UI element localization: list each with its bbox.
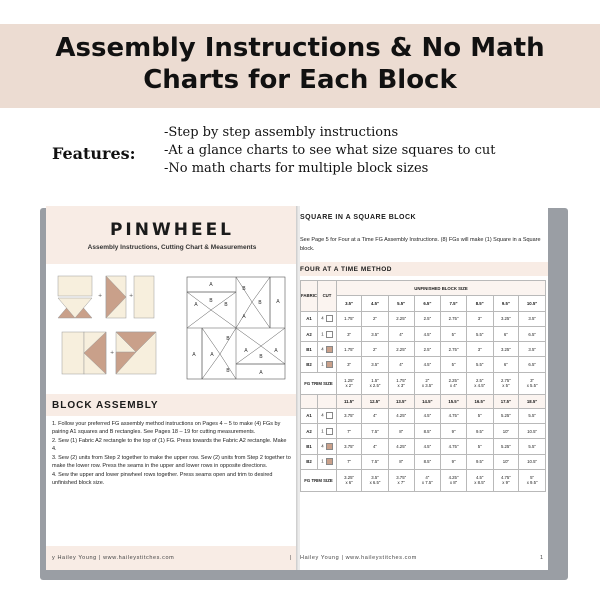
- table-cell: 5": [466, 408, 493, 423]
- table-cell: 3.75": [337, 408, 362, 423]
- table-cell: [318, 357, 337, 372]
- table-cell: 3.5": [362, 357, 389, 372]
- feature-item: -At a glance charts to see what size squares to cut: [164, 143, 496, 158]
- table-row: [301, 357, 546, 372]
- table-cell: 3.25": [493, 342, 519, 357]
- left-page-footer: y Hailey Young | www.haileystitches.com: [52, 555, 175, 561]
- table-cell: 10": [493, 424, 519, 439]
- block-assembly-diagram: [56, 274, 168, 382]
- table-cell: 9": [441, 424, 467, 439]
- table-cell: [318, 311, 337, 326]
- grid-label: A: [276, 299, 280, 305]
- table-cell: 4.5": [414, 439, 441, 454]
- table-cell: 7": [337, 424, 362, 439]
- table-cell: 4.5": [414, 326, 441, 341]
- table-row: [301, 372, 546, 394]
- block-assembly-header: [46, 394, 298, 416]
- table-cell: [441, 372, 467, 394]
- fabric-swatch: [326, 443, 333, 450]
- table-cell: 8.5": [466, 296, 493, 311]
- table-cell: [362, 372, 389, 394]
- grid-label: B: [242, 286, 246, 292]
- table-cell: 5": [466, 439, 493, 454]
- table-cell: 4.25": [388, 439, 414, 454]
- table-cell: 10.5": [519, 296, 546, 311]
- grid-label: B: [226, 336, 230, 342]
- table-cell: 8": [388, 454, 414, 469]
- table-cell: 10.5": [519, 424, 546, 439]
- table-row: [301, 439, 546, 454]
- feature-item: -Step by step assembly instructions: [164, 125, 399, 140]
- cutting-chart-table: [300, 280, 546, 492]
- table-cell: 2.25": [388, 342, 414, 357]
- table-cell: 5": [441, 326, 467, 341]
- trim-width: 1.75": [396, 378, 407, 384]
- table-row: [301, 394, 546, 408]
- right-page: [300, 206, 548, 570]
- table-cell: 3.5": [519, 342, 546, 357]
- assembly-step: 1. Follow your preferred FG assembly method instructions on Pages 4 – 5 to make (4) FGs by pairing A1 squares and B rectangles. See Pages 18 – 19 for cutting measurements.: [52, 421, 281, 435]
- table-row: [301, 342, 546, 357]
- table-cell: [441, 469, 467, 491]
- trim-height: x 6": [345, 480, 353, 486]
- table-cell: [493, 372, 519, 394]
- table-row: [301, 424, 546, 439]
- table-cell: 3.25": [493, 311, 519, 326]
- table-cell: 6.5": [414, 296, 441, 311]
- assembly-step: 3. Sew (2) units from Step 2 together to make the upper row. Sew (2) units from Step 2 together to make the lower row. Press the seams in the upper and lower rows in opposite directions.: [52, 455, 291, 469]
- grid-label: A: [242, 314, 246, 320]
- table-cell: A2: [301, 424, 318, 439]
- table-cell: 6.5": [519, 326, 546, 341]
- table-cell: 2.25": [388, 311, 414, 326]
- trim-height: x 3.5": [421, 383, 433, 389]
- feature-item: -No math charts for multiple block sizes: [164, 161, 429, 176]
- table-cell: 7.5": [362, 424, 389, 439]
- assembly-step: 4. Sew the upper and lower pinwheel rows together. Press seams open and trim to desired unfinished block size.: [52, 472, 273, 486]
- table-cell: 7.5": [362, 454, 389, 469]
- table-cell: 9.5": [466, 454, 493, 469]
- block-subtitle: Assembly Instructions, Cutting Chart & Measurements: [87, 244, 257, 251]
- table-cell: 4": [362, 408, 389, 423]
- grid-label: A: [209, 282, 213, 288]
- table-cell: 5.5": [519, 439, 546, 454]
- table-cell: 3": [337, 357, 362, 372]
- table-row: [301, 454, 546, 469]
- cut-count: 4: [321, 413, 324, 419]
- trim-width: 2.75": [500, 378, 511, 384]
- cut-count: 1: [321, 331, 324, 337]
- table-cell: [318, 424, 337, 439]
- trim-width: 4": [425, 475, 430, 481]
- table-cell: 3.75": [337, 439, 362, 454]
- table-cell: 2.75": [441, 342, 467, 357]
- grid-label: A: [259, 370, 263, 376]
- table-cell: [414, 372, 441, 394]
- table-cell: [466, 372, 493, 394]
- trim-height: x 2": [345, 383, 353, 389]
- pinwheel-block-grid: [186, 276, 286, 380]
- banner-title-line-1: Assembly Instructions & No Math: [55, 33, 545, 63]
- table-cell: B1: [301, 342, 318, 357]
- block-title: PINWHEEL: [109, 220, 235, 240]
- table-cell: FABRIC: [301, 281, 318, 312]
- table-cell: [362, 469, 389, 491]
- trim-width: 4.25": [448, 475, 459, 481]
- grid-label: B: [209, 298, 213, 304]
- fabric-swatch: [326, 346, 333, 353]
- table-cell: 18.5": [519, 394, 546, 408]
- table-cell: B2: [301, 357, 318, 372]
- cut-count: 4: [321, 443, 324, 449]
- table-cell: 2.5": [414, 342, 441, 357]
- trim-width: 1.5": [371, 378, 379, 384]
- cut-count: 1: [321, 361, 324, 367]
- trim-height: x 6.5": [369, 480, 381, 486]
- table-cell: 12.5": [362, 394, 389, 408]
- table-cell: [466, 469, 493, 491]
- fabric-swatch: [326, 315, 333, 322]
- table-cell: 16.5": [466, 394, 493, 408]
- fabric-swatch: [326, 331, 333, 338]
- table-cell: 10": [493, 454, 519, 469]
- table-row: [301, 311, 546, 326]
- table-cell: 7": [337, 454, 362, 469]
- banner-title-line-2: Charts for Each Block: [143, 65, 457, 95]
- trim-width: 2.5": [475, 378, 484, 384]
- grid-label: B: [226, 368, 230, 374]
- trim-height: x 3": [397, 383, 405, 389]
- right-page-footer: Hailey Young | www.haileystitches.com: [300, 555, 417, 561]
- cut-count: 1: [321, 458, 324, 464]
- trim-width: 3": [530, 378, 535, 384]
- table-cell: CUT: [318, 281, 337, 312]
- grid-label: B: [258, 300, 262, 306]
- table-cell: 4": [388, 326, 414, 341]
- table-cell: 6.5": [519, 357, 546, 372]
- table-cell: [388, 372, 414, 394]
- table-cell: 3": [466, 311, 493, 326]
- page-number: 1: [540, 555, 544, 561]
- svg-text:+: +: [98, 293, 103, 299]
- table-cell: 7.5": [441, 296, 467, 311]
- table-cell: UNFINISHED BLOCK SIZE: [337, 281, 546, 296]
- table-cell: 1.75": [337, 342, 362, 357]
- trim-width: 3.25": [344, 475, 355, 481]
- table-row: [301, 296, 546, 311]
- table-cell: 5.25": [493, 408, 519, 423]
- trim-height: x 5.5": [526, 383, 538, 389]
- table-cell: 5": [441, 357, 467, 372]
- table-cell: A1: [301, 311, 318, 326]
- table-cell: 17.5": [493, 394, 519, 408]
- assembly-steps: [52, 420, 292, 488]
- fabric-swatch: [326, 361, 333, 368]
- left-page: [46, 206, 298, 570]
- table-row: [301, 326, 546, 341]
- table-cell: 3": [466, 342, 493, 357]
- table-cell: 14.5": [414, 394, 441, 408]
- table-cell: 5.5": [519, 408, 546, 423]
- table-cell: 4": [362, 439, 389, 454]
- table-cell: 4.25": [388, 408, 414, 423]
- table-cell: [337, 469, 362, 491]
- table-cell: B1: [301, 439, 318, 454]
- fabric-swatch: [326, 458, 333, 465]
- table-cell: 8": [388, 424, 414, 439]
- features-list: [164, 124, 496, 178]
- trim-width: 3.5": [371, 475, 379, 481]
- table-cell: 4.5": [362, 296, 389, 311]
- table-cell: FG TRIM SIZE: [301, 469, 337, 491]
- table-cell: 5.5": [388, 296, 414, 311]
- table-cell: 9": [441, 454, 467, 469]
- fabric-swatch: [326, 412, 333, 419]
- table-cell: 9.5": [466, 424, 493, 439]
- table-cell: [318, 408, 337, 423]
- table-cell: 3.5": [362, 326, 389, 341]
- table-cell: [493, 469, 519, 491]
- left-page-header: [46, 206, 298, 264]
- right-page-intro: See Page 5 for Four at a Time FG Assembly Instructions. (8) FGs will make (1) Square in a Square block.: [300, 237, 541, 252]
- trim-height: x 5": [502, 383, 510, 389]
- trim-width: 2.25": [448, 378, 459, 384]
- table-cell: [519, 372, 546, 394]
- table-cell: [388, 469, 414, 491]
- trim-width: 5": [530, 475, 535, 481]
- table-cell: 5.25": [493, 439, 519, 454]
- table-cell: [337, 372, 362, 394]
- table-cell: A1: [301, 408, 318, 423]
- trim-width: 2": [425, 378, 430, 384]
- cut-count: 4: [321, 346, 324, 352]
- fabric-swatch: [326, 428, 333, 435]
- table-cell: 6": [493, 326, 519, 341]
- block-assembly-title: BLOCK ASSEMBLY: [52, 400, 159, 411]
- table-cell: B2: [301, 454, 318, 469]
- table-cell: FG TRIM SIZE: [301, 372, 337, 394]
- table-cell: 3.5": [519, 311, 546, 326]
- trim-height: x 4": [449, 383, 458, 389]
- table-cell: 4.5": [414, 357, 441, 372]
- trim-height: x 7.5": [421, 480, 433, 486]
- table-cell: 8.5": [414, 454, 441, 469]
- title-banner: [0, 24, 600, 108]
- assembly-step: 2. Sew (1) Fabric A2 rectangle to the top of (1) FG. Press towards the Fabric A2 rectangle. Make 4.: [52, 438, 287, 452]
- table-cell: [318, 342, 337, 357]
- trim-height: x 9": [502, 480, 510, 486]
- table-cell: 15.5": [441, 394, 467, 408]
- table-cell: 2": [362, 311, 389, 326]
- cut-count: 1: [321, 428, 324, 434]
- trim-height: x 7": [397, 480, 405, 486]
- method-title: FOUR AT A TIME METHOD: [300, 266, 392, 273]
- table-cell: 4": [388, 357, 414, 372]
- grid-label: B: [224, 302, 228, 308]
- table-cell: 2.75": [441, 311, 467, 326]
- table-cell: 5.5": [466, 357, 493, 372]
- trim-width: 3.75": [396, 475, 407, 481]
- table-cell: [301, 394, 318, 408]
- grid-label: A: [244, 348, 248, 354]
- table-cell: [318, 454, 337, 469]
- table-cell: 5.5": [466, 326, 493, 341]
- grid-label: A: [192, 352, 196, 358]
- table-cell: 1.75": [337, 311, 362, 326]
- grid-label: B: [259, 354, 263, 360]
- table-row: [301, 281, 546, 296]
- table-cell: 3": [337, 326, 362, 341]
- trim-width: 4.75": [500, 475, 511, 481]
- table-cell: 3.5": [337, 296, 362, 311]
- table-cell: 13.5": [388, 394, 414, 408]
- table-cell: A2: [301, 326, 318, 341]
- svg-text:+: +: [110, 350, 115, 356]
- grid-label: A: [210, 352, 214, 358]
- table-cell: [318, 326, 337, 341]
- trim-height: x 8": [449, 480, 458, 486]
- grid-label: A: [274, 348, 278, 354]
- cut-count: 4: [321, 315, 324, 321]
- trim-width: 4.5": [475, 475, 484, 481]
- table-cell: 2.5": [414, 311, 441, 326]
- grid-label: A: [194, 302, 198, 308]
- table-cell: 4.75": [441, 408, 467, 423]
- table-row: [301, 469, 546, 491]
- table-cell: 9.5": [493, 296, 519, 311]
- table-cell: 11.5": [337, 394, 362, 408]
- trim-height: x 4.5": [474, 383, 486, 389]
- trim-height: x 2.5": [369, 383, 381, 389]
- svg-text:+: +: [129, 293, 134, 299]
- trim-height: x 8.5": [474, 480, 486, 486]
- table-cell: 8.5": [414, 424, 441, 439]
- table-cell: [414, 469, 441, 491]
- trim-height: x 9.5": [526, 480, 538, 486]
- trim-width: 1.25": [344, 378, 355, 384]
- table-cell: [318, 439, 337, 454]
- table-cell: [318, 394, 337, 408]
- table-cell: [519, 469, 546, 491]
- table-row: [301, 408, 546, 423]
- table-cell: 10.5": [519, 454, 546, 469]
- table-cell: 4.75": [441, 439, 467, 454]
- features-label: Features:: [52, 144, 136, 163]
- right-page-title: SQUARE IN A SQUARE BLOCK: [300, 214, 417, 221]
- table-cell: 6": [493, 357, 519, 372]
- table-cell: 2": [362, 342, 389, 357]
- table-cell: 4.5": [414, 408, 441, 423]
- left-page-mark: |: [290, 555, 292, 561]
